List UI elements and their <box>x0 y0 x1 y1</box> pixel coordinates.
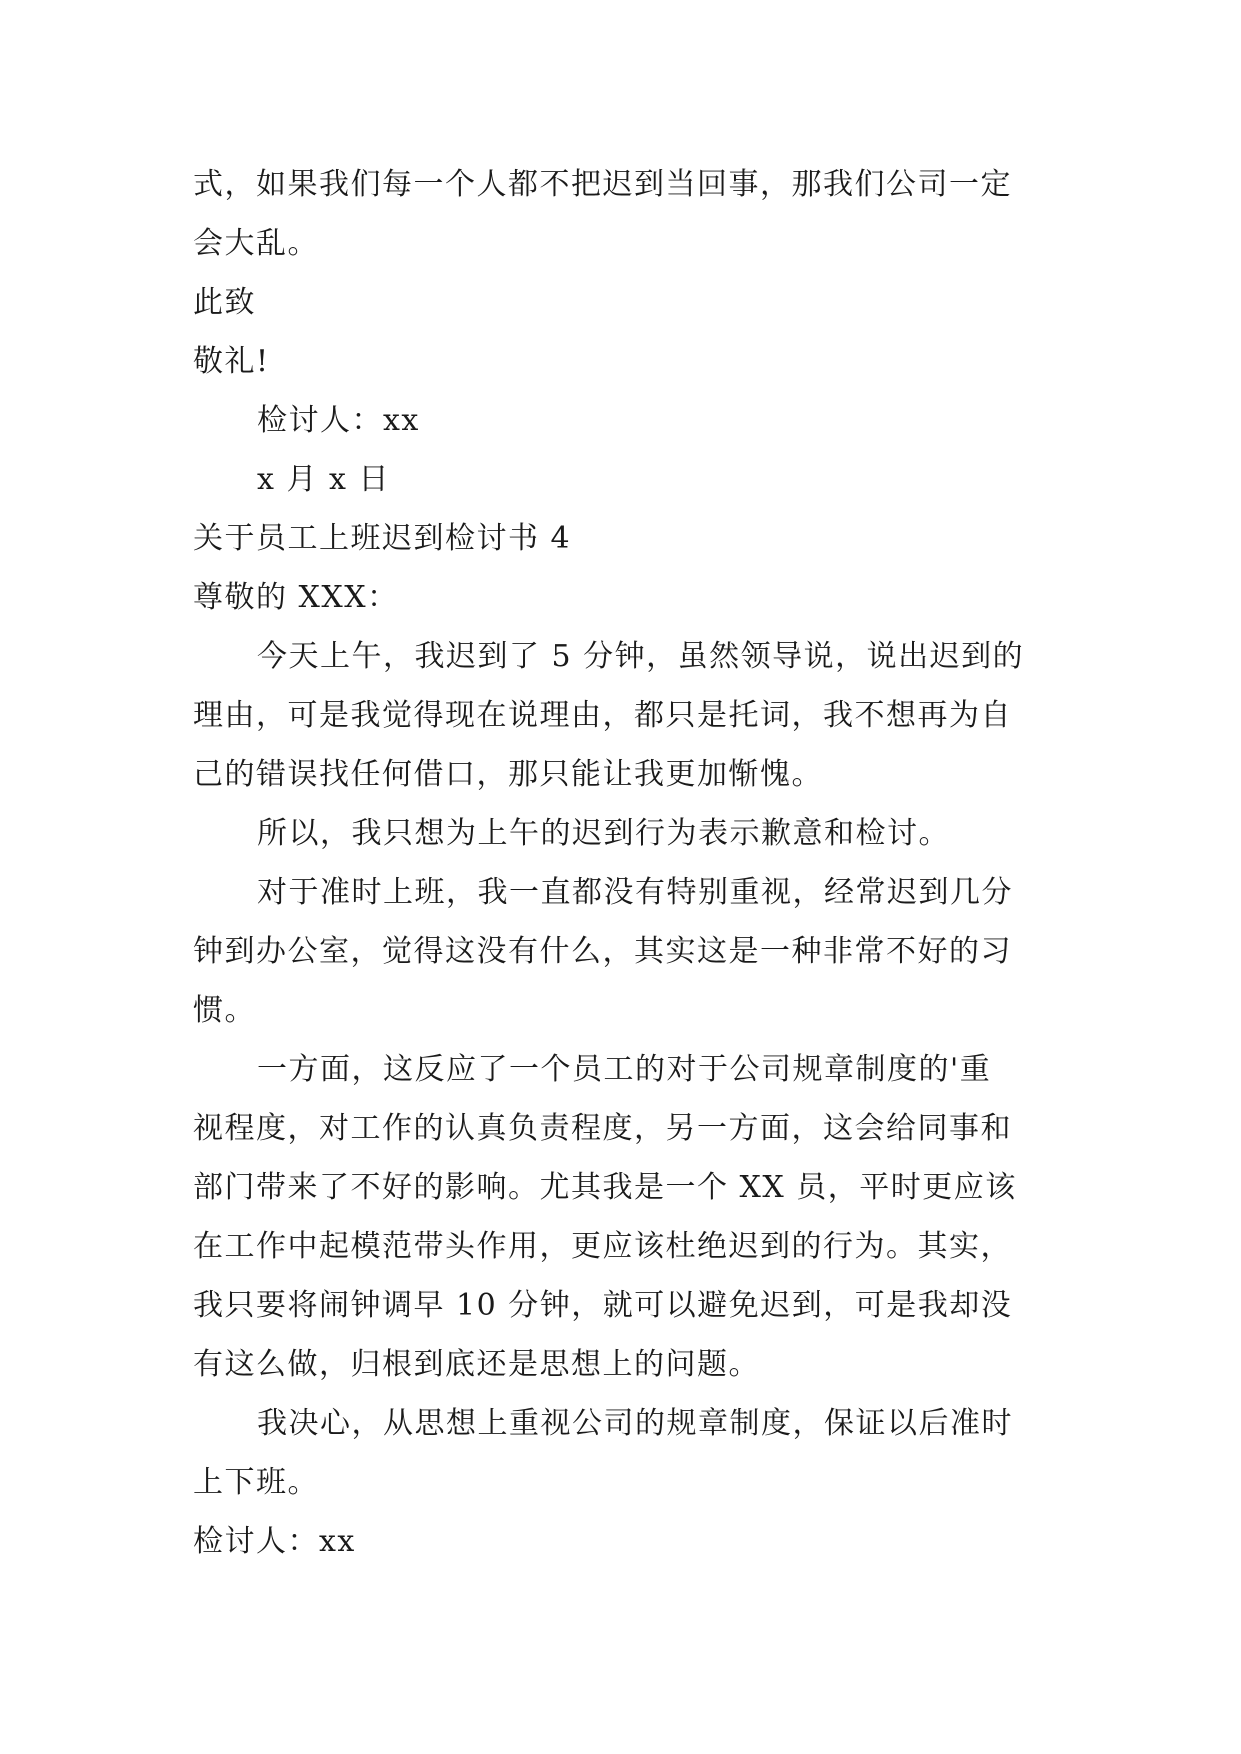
salutation: 尊敬的 XXX： <box>193 580 399 615</box>
text-line: 一方面，这反应了一个员工的对于公司规章制度的'重 <box>257 1052 992 1087</box>
text-line: 对于准时上班，我一直都没有特别重视，经常迟到几分 <box>257 875 1013 910</box>
text-line: 视程度，对工作的认真负责程度，另一方面，这会给同事和 <box>193 1111 1012 1146</box>
signature-line: 检讨人：xx <box>257 403 420 438</box>
text-line: 在工作中起模范带头作用，更应该杜绝迟到的行为。其实， <box>193 1229 1012 1264</box>
section-title: 关于员工上班迟到检讨书 4 <box>193 521 572 556</box>
text-line: 理由，可是我觉得现在说理由，都只是托词，我不想再为自 <box>193 698 1012 733</box>
text-line: 己的错误找任何借口，那只能让我更加惭愧。 <box>193 757 823 792</box>
text-line: 式，如果我们每一个人都不把迟到当回事，那我们公司一定 <box>193 167 1012 202</box>
text-line: 会大乱。 <box>193 226 319 261</box>
signature-line: 检讨人：xx <box>193 1524 356 1559</box>
closing-line: 此致 <box>193 285 256 320</box>
document-body <box>193 155 1053 1571</box>
text-line: 部门带来了不好的影响。尤其我是一个 XX 员，平时更应该 <box>193 1170 1017 1205</box>
closing-salute: 敬礼! <box>193 344 270 379</box>
text-line: 今天上午，我迟到了 5 分钟，虽然领导说，说出迟到的 <box>257 639 1025 674</box>
text-line: 所以，我只想为上午的迟到行为表示歉意和检讨。 <box>257 816 950 851</box>
date-line: x 月 x 日 <box>257 462 390 497</box>
text-line: 我只要将闹钟调早 10 分钟，就可以避免迟到，可是我却没 <box>193 1288 1013 1323</box>
text-line: 有这么做，归根到底还是思想上的问题。 <box>193 1347 760 1382</box>
text-line: 我决心，从思想上重视公司的规章制度，保证以后准时 <box>257 1406 1013 1441</box>
text-line: 上下班。 <box>193 1465 319 1500</box>
text-line: 钟到办公室，觉得这没有什么，其实这是一种非常不好的习 <box>193 934 1012 969</box>
text-line: 惯。 <box>193 993 256 1028</box>
